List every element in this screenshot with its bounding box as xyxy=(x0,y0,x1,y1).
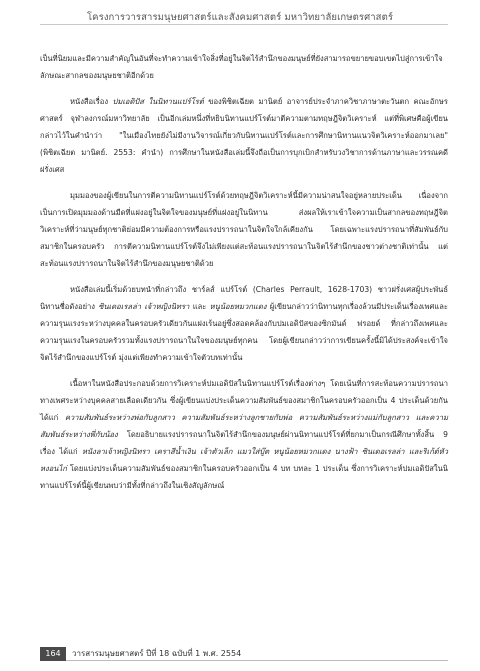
italic-title-text: เจ้าหญิงนิทรา xyxy=(144,302,190,311)
running-header: โครงการวารสารมนุษยศาสตร์และสังคมศาสตร์ มหาวิทยาลัยเกษตรศาสตร์ xyxy=(86,12,394,23)
italic-title-text: หนูน้อยหมวกแดง xyxy=(209,302,267,311)
body-text: โดยแบ่งประเด็นความสัมพันธ์ของสมาชิกในครอบครัวออกเป็น 4 บท บทละ 1 ประเด็น ซึ่งการวิเคราะห์ปมเอดิปัสในนิทานแปร์โรต์นี้ผู้เขียนพบว่ามีทั้งที่กล่าวถึงในเชิงสัญลักษณ์ xyxy=(40,464,448,490)
italic-title-text: หนังลาเจ้าหญิงนิทรา เคราสีน้ำเงิน เจ้าตัวเล็ก แมวใส่บู๊ต หนูน้อยหมวกแดง นางฟ้า ซินเดอเรลล่า และริเก้ต์หัวหงอนไก่ xyxy=(40,447,448,473)
body-text: หนังสือเล่มนี้เริ่มด้วยบทนำที่กล่าวถึง ชาร์ลส์ แปร์โรต์ (Charles Perrault, 1628-1703) ชาวฝรั่งเศสผู้ประพันธ์นิทานชื่อดังอย่าง xyxy=(40,285,448,311)
body-text: ผู้เขียนกล่าวว่านิทานทุกเรื่องล้วนมีประเด็นเรื่องเพศและความรุนแรงระหว่างบุคคลในครอบครัวเดียวกันแฝงเร้นอยู่ซึ่งสอดคล้องกับปมเอดิปัสของซิกมันด์ ฟรอยด์ ที่กล่าวถึงเพศและความรุนแรงในครอบครัวรวมทั้งแรงปรารถนาในใจของมนุษย์ทุกคน โดยผู้เขียนกล่าวว่าการเขียนครั้งนี้มิได้ประสงค์จะเข้าใจจิตไร้สำนึกของแปร์โรต์ มุ่งแต่เพียงทำความเข้าใจตัวบทเท่านั้น xyxy=(40,302,448,362)
italic-title-text: ความสัมพันธ์ระหว่างพ่อกับลูกสาว ความสัมพันธ์ระหว่างลูกชายกับพ่อ ความสัมพันธ์ระหว่างแม่กับลูกสาว และความสัมพันธ์ระหว่างพี่กับน้อง xyxy=(40,413,448,439)
journal-citation: วารสารมนุษยศาสตร์ ปีที่ 18 ฉบับที่ 1 พ.ศ. 2554 xyxy=(72,649,242,658)
paragraph xyxy=(40,50,448,84)
body-text: หนังสือเรื่อง xyxy=(70,97,113,106)
article-body xyxy=(40,50,448,494)
page-footer xyxy=(40,647,448,661)
body-text: ของพิชิตเฉียต มานิตย์ อาจารย์ประจำภาควิชาภาษาตะวันตก คณะอักษรศาสตร์ จุฬาลงกรณ์มหาวิทยาลัย เป็นอีกเล่มหนึ่งที่หยิบนิทานแปร์โรต์มาตีความตามทฤษฎีจิตวิเคราะห์ แต่ที่พิเศษคือผู้เขียนกล่าวไว้ในคำนำว่า "ในเมืองไทยยังไม่มีงานวิจารณ์เกี่ยวกับนิทานแปร์โรต์และการศึกษานิทานแนวจิตวิเคราะห์ออกมาเลย" (พิชิตเฉียต มานิตย์. 2553: คำนำ) การศึกษาในหนังสือเล่มนี้จึงถือเป็นการบุกเบิกสำหรับวงวิชาการด้านภาษาและวรรณคดีฝรั่งเศส xyxy=(40,97,448,174)
page-number: 164 xyxy=(40,647,66,661)
italic-title-text: ปมเอดิปัส ในนิทานแปร์โรต์ xyxy=(112,97,204,106)
body-text: โดยอธิบายแรงปรารถนาในจิตไร้สำนึกของมนุษย์ผ่านนิทานแปร์โรต์ที่ยกมาเป็นกรณีศึกษาทั้งสิ้น 9 เรื่อง ได้แก่ xyxy=(40,430,448,456)
body-text: และ xyxy=(189,302,210,311)
body-text: มุมมองของผู้เขียนในการตีความนิทานแปร์โรต์ด้วยทฤษฎีจิตวิเคราะห์นี้มีความน่าสนใจอยู่หลายประเด็น เนื่องจากเป็นการเปิดมุมมองด้านมืดที่แฝงอยู่ในจิตใจของมนุษย์ที่แฝงอยู่ในนิทาน ส่งผลให้เราเข้าใจความเป็นสากลของทฤษฎีจิตวิเคราะห์ที่ว่ามนุษย์ทุกชาติย่อมมีความต้องการหรือแรงปรารถนาในจิตใจใกล้เคียงกัน โดยเฉพาะแรงปรารถนาที่สัมพันธ์กับสมาชิกในครอบครัว การตีความนิทานแปร์โรต์จึงไม่เพียงแต่สะท้อนแรงปรารถนาในจิตไร้สำนึกของชาวต่างชาติเท่านั้น แต่สะท้อนแรงปรารถนาในจิตไร้สำนึกของมนุษยชาติด้วย xyxy=(40,191,448,268)
paragraph xyxy=(40,281,448,366)
header-divider xyxy=(40,24,448,25)
body-text: เนื้อหาในหนังสือประกอบด้วยการวิเคราะห์ปมเอดิปัสในนิทานแปร์โรต์เรื่องต่างๆ โดยเน้นที่การสะท้อนความปรารถนาทางเพศระหว่างบุคคลสายเลือดเดียวกัน ซึ่งผู้เขียนแบ่งประเด็นความสัมพันธ์ของสมาชิกในครอบครัวออกเป็น 4 ประเด็นด้วยกัน ได้แก่ xyxy=(40,379,448,422)
paragraph xyxy=(40,93,448,178)
paragraph xyxy=(40,375,448,494)
paragraph xyxy=(40,187,448,272)
body-text: เป็นที่นิยมและมีความสำคัญในอันที่จะทำความเข้าใจสิ่งที่อยู่ในจิตไร้สำนึกของมนุษย์ที่ยังสามารถขยายขอบเขตไปสู่การเข้าใจลักษณะสากลของมนุษยชาติอีกด้วย xyxy=(40,54,443,80)
italic-title-text: ซินเดอเรลล่า xyxy=(98,302,141,311)
